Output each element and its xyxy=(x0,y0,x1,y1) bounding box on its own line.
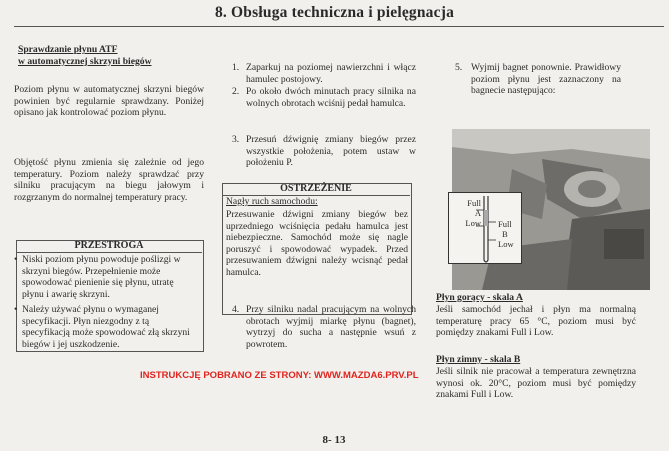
step-3 xyxy=(232,134,416,174)
step-number: 1. xyxy=(232,62,240,73)
caution-title: PRZESTROGA xyxy=(16,240,202,253)
step-text: Przy silniku nadal pracującym na wolnych obrotach wyjmij miarkę płynu (bagnet), wytrzyj do sucha a następnie wsuń z powrotem. xyxy=(246,304,416,350)
cold-fluid-title: Płyn zimny - skala B xyxy=(436,354,521,365)
caution-item xyxy=(14,254,196,300)
atf-title-line2: w automatycznej skrzyni biegów xyxy=(18,55,152,67)
caution-item xyxy=(14,304,196,350)
a-label: A xyxy=(474,208,481,218)
page-header-title: 8. Obsługa techniczna i pielęgnacja xyxy=(214,4,455,21)
caution-item-text: Należy używać płynu o wymaganej specyfikacji. Płyn niezgodny z tą specyfikacją może spowodować złą skrzyni biegów i jej uszkodzenie. xyxy=(22,304,190,350)
source-note: INSTRUKCJĘ POBRANO ZE STRONY: WWW.MAZDA6.PRV.PL xyxy=(140,370,419,381)
warning-subtitle: Nagły ruch samochodu: xyxy=(226,196,318,207)
step-text: Po około dwóch minutach pracy silnika na wolnych obrotach wciśnij pedał hamulca. xyxy=(246,86,416,109)
step-number: 2. xyxy=(232,86,240,97)
full-b-label: Full xyxy=(498,219,512,229)
hot-fluid-title: Płyn gorący - skala A xyxy=(436,292,523,303)
caution-item-text: Niski poziom płynu powoduje poślizgi w skrzyni biegów. Przepełnienie może spowodować pienienie się płynu, utratę płynu i awarię skrzyni. xyxy=(22,254,181,300)
atf-section-title xyxy=(18,44,198,67)
cold-fluid-body: Jeśli silnik nie pracował a temperatura zewnętrzna wynosi ok. 20°C, poziom musi być pomiędzy znakami Full i Low. xyxy=(436,366,636,401)
atf-paragraph-2: Objętość płynu zmienia się zależnie od jego temperatury. Poziom należy sprawdzać przy silniku pracującym na biegu jałowym i rozgrzanym do normalnej temperatury pracy. xyxy=(14,157,204,203)
step-text: Przesuń dźwignię zmiany biegów przez wszystkie położenia, potem ustaw w położeniu P. xyxy=(246,134,416,169)
atf-paragraph-1: Poziom płynu w automatycznej skrzyni biegów powinien być regularnie sprawdzany. Poniżej opisano jak kontrolować poziom płynu. xyxy=(14,84,204,119)
step-number: 4. xyxy=(232,304,240,315)
low-a-label: Low xyxy=(465,218,481,228)
hot-fluid-body: Jeśli samochód jechał i płyn ma normalną temperaturę pracy 65 °C, poziom musi być pomiędzy znakami Full i Low. xyxy=(436,304,636,339)
warning-title: OSTRZEŻENIE xyxy=(222,183,410,196)
step-text: Wyjmij bagnet ponownie. Prawidłowy poziom płynu jest zaznaczony na bagnecie następująco: xyxy=(471,62,621,97)
step-text: Zaparkuj na poziomej nawierzchni i włącz hamulec postojowy. xyxy=(246,62,416,85)
step-2 xyxy=(232,86,416,126)
low-b-label: Low xyxy=(498,239,514,249)
scale-a-labels xyxy=(451,198,481,228)
full-a-label: Full xyxy=(467,198,481,208)
bullet-icon: • xyxy=(14,304,18,315)
step-number: 5. xyxy=(455,62,463,73)
warning-body: Przesuwanie dźwigni zmiany biegów bez uprzedniego wciśnięcia pedału hamulca jest niebezpieczne. Samochód może się nagle poruszyć i spowodować wypadek. Przed przesuwaniem dźwigni należy wcisnąć pedał hamulca. xyxy=(226,209,408,278)
header-rule xyxy=(14,26,664,27)
step-number: 3. xyxy=(232,134,240,145)
bullet-icon: • xyxy=(14,254,18,265)
step-5 xyxy=(455,62,625,122)
atf-title-line1: Sprawdzanie płynu ATF xyxy=(18,44,118,55)
b-label: B xyxy=(502,229,508,239)
scale-b-labels xyxy=(498,219,522,249)
page-number: 8- 13 xyxy=(322,434,346,446)
step-4 xyxy=(232,304,416,354)
